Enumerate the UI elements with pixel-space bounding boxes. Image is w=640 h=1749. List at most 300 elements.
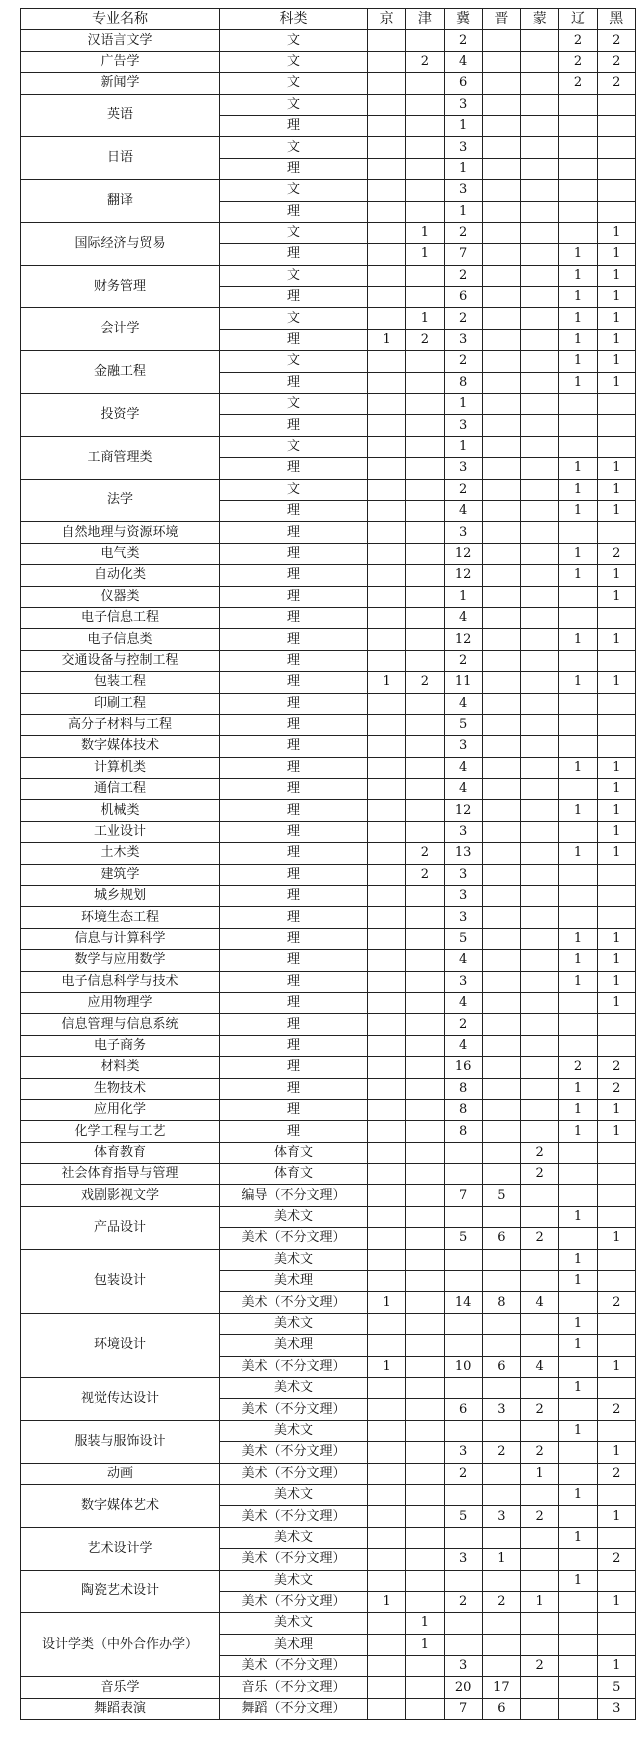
quota-cell — [368, 1142, 406, 1163]
quota-cell — [406, 800, 444, 821]
quota-cell: 1 — [597, 1591, 635, 1612]
major-name-cell: 电子商务 — [21, 1035, 220, 1056]
quota-cell — [368, 1228, 406, 1249]
quota-cell — [521, 394, 559, 415]
quota-cell — [559, 201, 597, 222]
quota-cell: 2 — [559, 73, 597, 94]
quota-cell: 1 — [559, 308, 597, 329]
table-row — [21, 1057, 636, 1078]
table-row — [21, 1206, 636, 1227]
quota-cell — [482, 265, 520, 286]
quota-cell: 4 — [444, 779, 482, 800]
category-cell: 美术文 — [220, 1378, 368, 1399]
quota-cell: 6 — [482, 1228, 520, 1249]
quota-cell — [368, 180, 406, 201]
major-name-cell: 高分子材料与工程 — [21, 714, 220, 735]
major-name-cell: 自动化类 — [21, 565, 220, 586]
quota-cell — [559, 1698, 597, 1719]
table-row — [21, 180, 636, 201]
quota-cell: 1 — [406, 222, 444, 243]
quota-cell — [597, 436, 635, 457]
quota-cell — [559, 1014, 597, 1035]
quota-cell — [406, 736, 444, 757]
quota-cell — [521, 607, 559, 628]
quota-cell — [368, 886, 406, 907]
table-row — [21, 351, 636, 372]
table-row — [21, 843, 636, 864]
quota-cell — [521, 1185, 559, 1206]
major-name-cell: 戏剧影视文学 — [21, 1185, 220, 1206]
table-row — [21, 736, 636, 757]
category-cell: 理 — [220, 843, 368, 864]
category-cell: 美术（不分文理） — [220, 1228, 368, 1249]
category-cell: 理 — [220, 458, 368, 479]
quota-cell: 2 — [521, 1164, 559, 1185]
quota-cell — [559, 1634, 597, 1655]
quota-cell — [368, 265, 406, 286]
quota-cell: 5 — [444, 714, 482, 735]
table-row — [21, 394, 636, 415]
major-name-cell: 财务管理 — [21, 265, 220, 308]
quota-cell — [482, 479, 520, 500]
quota-cell — [406, 1185, 444, 1206]
quota-cell — [597, 1634, 635, 1655]
quota-cell: 2 — [482, 1442, 520, 1463]
quota-cell — [368, 137, 406, 158]
category-cell: 美术理 — [220, 1335, 368, 1356]
category-cell: 文 — [220, 479, 368, 500]
quota-cell — [406, 928, 444, 949]
quota-cell: 1 — [559, 1378, 597, 1399]
quota-cell: 1 — [559, 757, 597, 778]
quota-cell — [406, 479, 444, 500]
quota-cell — [597, 607, 635, 628]
table-row — [21, 864, 636, 885]
quota-cell — [521, 1099, 559, 1120]
quota-cell: 5 — [597, 1677, 635, 1698]
quota-cell — [368, 629, 406, 650]
quota-cell — [482, 94, 520, 115]
category-cell: 理 — [220, 158, 368, 179]
quota-cell: 2 — [597, 1399, 635, 1420]
quota-cell: 2 — [444, 351, 482, 372]
quota-cell: 8 — [482, 1292, 520, 1313]
quota-cell — [368, 864, 406, 885]
quota-cell — [559, 1549, 597, 1570]
quota-cell: 1 — [559, 1271, 597, 1292]
quota-cell — [482, 757, 520, 778]
quota-cell: 1 — [597, 821, 635, 842]
quota-cell — [368, 522, 406, 543]
category-cell: 美术文 — [220, 1313, 368, 1334]
quota-cell — [406, 693, 444, 714]
quota-cell: 1 — [597, 1442, 635, 1463]
quota-cell: 5 — [444, 1228, 482, 1249]
quota-cell — [597, 886, 635, 907]
quota-cell — [521, 51, 559, 72]
quota-cell — [406, 971, 444, 992]
quota-cell: 1 — [597, 1121, 635, 1142]
quota-cell: 1 — [597, 329, 635, 350]
table-row — [21, 308, 636, 329]
quota-cell — [406, 180, 444, 201]
quota-cell: 2 — [521, 1228, 559, 1249]
quota-cell — [406, 73, 444, 94]
quota-cell — [521, 586, 559, 607]
quota-cell — [559, 1142, 597, 1163]
quota-cell: 1 — [597, 1656, 635, 1677]
category-cell: 理 — [220, 201, 368, 222]
quota-cell — [482, 415, 520, 436]
quota-cell — [559, 1185, 597, 1206]
quota-cell: 2 — [597, 1549, 635, 1570]
major-name-cell: 计算机类 — [21, 757, 220, 778]
enrollment-table-container — [20, 8, 635, 1720]
header-row — [21, 9, 636, 30]
quota-cell: 1 — [444, 115, 482, 136]
category-cell: 美术文 — [220, 1570, 368, 1591]
category-cell: 美术（不分文理） — [220, 1399, 368, 1420]
quota-cell — [368, 30, 406, 51]
quota-cell — [368, 372, 406, 393]
quota-cell: 1 — [559, 1099, 597, 1120]
table-row — [21, 522, 636, 543]
quota-cell — [597, 415, 635, 436]
quota-cell — [482, 1463, 520, 1484]
category-cell: 理 — [220, 693, 368, 714]
quota-cell: 1 — [559, 265, 597, 286]
quota-cell — [521, 1698, 559, 1719]
quota-cell — [597, 864, 635, 885]
quota-cell: 2 — [406, 51, 444, 72]
quota-cell — [482, 308, 520, 329]
table-row — [21, 714, 636, 735]
major-name-cell: 社会体育指导与管理 — [21, 1164, 220, 1185]
quota-cell — [559, 864, 597, 885]
category-cell: 美术（不分文理） — [220, 1506, 368, 1527]
major-name-cell: 日语 — [21, 137, 220, 180]
quota-cell — [406, 950, 444, 971]
major-name-cell: 自然地理与资源环境 — [21, 522, 220, 543]
quota-cell — [406, 907, 444, 928]
quota-cell — [406, 1057, 444, 1078]
quota-cell: 10 — [444, 1356, 482, 1377]
quota-cell — [368, 415, 406, 436]
quota-cell — [559, 1656, 597, 1677]
quota-cell — [482, 1656, 520, 1677]
major-name-cell: 动画 — [21, 1463, 220, 1484]
major-name-cell: 陶瓷艺术设计 — [21, 1570, 220, 1613]
quota-cell — [521, 1484, 559, 1505]
quota-cell — [521, 479, 559, 500]
table-row — [21, 1035, 636, 1056]
major-name-cell: 包装工程 — [21, 672, 220, 693]
quota-cell: 1 — [559, 500, 597, 521]
table-row — [21, 1570, 636, 1591]
quota-cell — [597, 1142, 635, 1163]
quota-cell — [521, 864, 559, 885]
quota-cell — [444, 1271, 482, 1292]
category-cell: 美术文 — [220, 1613, 368, 1634]
category-cell: 舞蹈（不分文理） — [220, 1698, 368, 1719]
quota-cell: 1 — [368, 1292, 406, 1313]
table-row — [21, 30, 636, 51]
quota-cell — [368, 1549, 406, 1570]
major-name-cell: 国际经济与贸易 — [21, 222, 220, 265]
major-name-cell: 电气类 — [21, 543, 220, 564]
quota-cell — [368, 650, 406, 671]
quota-cell — [406, 779, 444, 800]
quota-cell — [559, 693, 597, 714]
quota-cell: 14 — [444, 1292, 482, 1313]
quota-cell — [482, 244, 520, 265]
quota-cell — [521, 1121, 559, 1142]
quota-cell: 2 — [559, 1057, 597, 1078]
quota-cell: 3 — [444, 180, 482, 201]
major-name-cell: 汉语言文学 — [21, 30, 220, 51]
category-cell: 理 — [220, 329, 368, 350]
major-name-cell: 建筑学 — [21, 864, 220, 885]
header-major: 专业名称 — [21, 9, 220, 30]
quota-cell — [368, 308, 406, 329]
category-cell: 美术文 — [220, 1484, 368, 1505]
category-cell: 理 — [220, 565, 368, 586]
quota-cell: 1 — [559, 565, 597, 586]
quota-cell — [482, 714, 520, 735]
quota-cell — [368, 714, 406, 735]
table-row — [21, 607, 636, 628]
table-row — [21, 73, 636, 94]
quota-cell — [482, 971, 520, 992]
category-cell: 理 — [220, 1078, 368, 1099]
quota-cell — [406, 1484, 444, 1505]
quota-cell — [406, 1035, 444, 1056]
quota-cell — [482, 886, 520, 907]
quota-cell: 1 — [597, 843, 635, 864]
quota-cell — [368, 222, 406, 243]
quota-cell — [482, 287, 520, 308]
quota-cell: 3 — [444, 864, 482, 885]
major-name-cell: 新闻学 — [21, 73, 220, 94]
quota-cell — [521, 992, 559, 1013]
quota-cell — [368, 1206, 406, 1227]
quota-cell — [559, 1506, 597, 1527]
category-cell: 理 — [220, 864, 368, 885]
quota-cell — [521, 415, 559, 436]
category-cell: 文 — [220, 180, 368, 201]
quota-cell — [406, 436, 444, 457]
table-row — [21, 51, 636, 72]
table-row — [21, 1121, 636, 1142]
quota-cell — [521, 244, 559, 265]
quota-cell: 1 — [559, 287, 597, 308]
quota-cell — [597, 1206, 635, 1227]
quota-cell — [597, 201, 635, 222]
quota-cell — [368, 928, 406, 949]
table-row — [21, 1698, 636, 1719]
quota-cell — [482, 458, 520, 479]
quota-cell — [368, 1313, 406, 1334]
quota-cell: 1 — [559, 543, 597, 564]
quota-cell — [444, 1484, 482, 1505]
table-body — [21, 30, 636, 1720]
quota-cell — [406, 287, 444, 308]
table-row — [21, 1142, 636, 1163]
major-name-cell: 设计学类（中外合作办学） — [21, 1613, 220, 1677]
quota-cell: 3 — [482, 1506, 520, 1527]
quota-cell — [559, 886, 597, 907]
quota-cell — [406, 992, 444, 1013]
major-name-cell: 仪器类 — [21, 586, 220, 607]
major-name-cell: 电子信息工程 — [21, 607, 220, 628]
category-cell: 理 — [220, 287, 368, 308]
quota-cell: 1 — [406, 1613, 444, 1634]
quota-cell — [406, 1549, 444, 1570]
category-cell: 理 — [220, 372, 368, 393]
table-row — [21, 265, 636, 286]
quota-cell — [482, 650, 520, 671]
category-cell: 美术（不分文理） — [220, 1591, 368, 1612]
quota-cell — [368, 1463, 406, 1484]
quota-cell — [368, 757, 406, 778]
category-cell: 文 — [220, 351, 368, 372]
quota-cell: 2 — [482, 1591, 520, 1612]
quota-cell: 2 — [444, 1591, 482, 1612]
quota-cell — [482, 800, 520, 821]
category-cell: 美术理 — [220, 1634, 368, 1655]
quota-cell: 3 — [444, 971, 482, 992]
quota-cell — [406, 714, 444, 735]
major-name-cell: 数字媒体艺术 — [21, 1484, 220, 1527]
quota-cell — [482, 907, 520, 928]
quota-cell — [482, 1634, 520, 1655]
quota-cell — [521, 158, 559, 179]
table-row — [21, 94, 636, 115]
quota-cell — [521, 950, 559, 971]
quota-cell — [521, 372, 559, 393]
quota-cell: 20 — [444, 1677, 482, 1698]
quota-cell — [444, 1313, 482, 1334]
category-cell: 理 — [220, 543, 368, 564]
quota-cell: 1 — [597, 222, 635, 243]
quota-cell — [482, 1206, 520, 1227]
quota-cell: 1 — [597, 244, 635, 265]
quota-cell — [406, 1698, 444, 1719]
major-name-cell: 土木类 — [21, 843, 220, 864]
quota-cell — [368, 394, 406, 415]
quota-cell: 1 — [597, 586, 635, 607]
table-row — [21, 543, 636, 564]
quota-cell — [368, 1698, 406, 1719]
quota-cell — [559, 436, 597, 457]
quota-cell — [482, 992, 520, 1013]
quota-cell — [482, 522, 520, 543]
quota-cell — [521, 672, 559, 693]
quota-cell: 2 — [444, 650, 482, 671]
quota-cell — [482, 180, 520, 201]
major-name-cell: 舞蹈表演 — [21, 1698, 220, 1719]
major-name-cell: 数学与应用数学 — [21, 950, 220, 971]
quota-cell — [368, 1613, 406, 1634]
quota-cell — [368, 287, 406, 308]
quota-cell — [368, 736, 406, 757]
quota-cell — [368, 500, 406, 521]
quota-cell — [406, 30, 444, 51]
quota-cell: 1 — [597, 757, 635, 778]
quota-cell — [368, 1014, 406, 1035]
quota-cell — [521, 436, 559, 457]
quota-cell — [521, 180, 559, 201]
quota-cell — [368, 94, 406, 115]
quota-cell — [521, 886, 559, 907]
quota-cell — [559, 1164, 597, 1185]
quota-cell — [521, 1313, 559, 1334]
quota-cell — [406, 394, 444, 415]
quota-cell: 1 — [597, 779, 635, 800]
quota-cell — [482, 1035, 520, 1056]
quota-cell — [597, 1249, 635, 1270]
quota-cell — [597, 693, 635, 714]
quota-cell — [482, 864, 520, 885]
quota-cell — [482, 436, 520, 457]
quota-cell — [368, 693, 406, 714]
quota-cell: 2 — [444, 1463, 482, 1484]
quota-cell — [482, 1420, 520, 1441]
quota-cell: 2 — [559, 51, 597, 72]
major-name-cell: 音乐学 — [21, 1677, 220, 1698]
table-row — [21, 650, 636, 671]
quota-cell: 3 — [444, 886, 482, 907]
quota-cell: 2 — [521, 1656, 559, 1677]
quota-cell — [521, 843, 559, 864]
quota-cell: 2 — [521, 1506, 559, 1527]
quota-cell — [597, 180, 635, 201]
category-cell: 理 — [220, 415, 368, 436]
quota-cell: 2 — [406, 329, 444, 350]
quota-cell — [597, 1014, 635, 1035]
category-cell: 理 — [220, 500, 368, 521]
quota-cell — [597, 714, 635, 735]
quota-cell — [444, 1164, 482, 1185]
category-cell: 美术（不分文理） — [220, 1356, 368, 1377]
quota-cell — [406, 458, 444, 479]
table-row — [21, 586, 636, 607]
table-row — [21, 1164, 636, 1185]
quota-cell — [368, 1185, 406, 1206]
quota-cell: 1 — [444, 394, 482, 415]
quota-cell — [559, 1463, 597, 1484]
quota-cell — [482, 950, 520, 971]
header-province: 辽 — [559, 9, 597, 30]
table-row — [21, 1313, 636, 1334]
quota-cell — [368, 1399, 406, 1420]
quota-cell — [406, 1292, 444, 1313]
quota-cell — [521, 201, 559, 222]
quota-cell: 1 — [368, 672, 406, 693]
major-name-cell: 信息与计算科学 — [21, 928, 220, 949]
category-cell: 理 — [220, 950, 368, 971]
quota-cell — [406, 1356, 444, 1377]
quota-cell: 1 — [597, 308, 635, 329]
quota-cell: 8 — [444, 372, 482, 393]
quota-cell — [368, 1420, 406, 1441]
quota-cell — [368, 73, 406, 94]
quota-cell — [559, 158, 597, 179]
quota-cell — [597, 394, 635, 415]
category-cell: 文 — [220, 73, 368, 94]
quota-cell — [368, 1078, 406, 1099]
quota-cell — [444, 1570, 482, 1591]
